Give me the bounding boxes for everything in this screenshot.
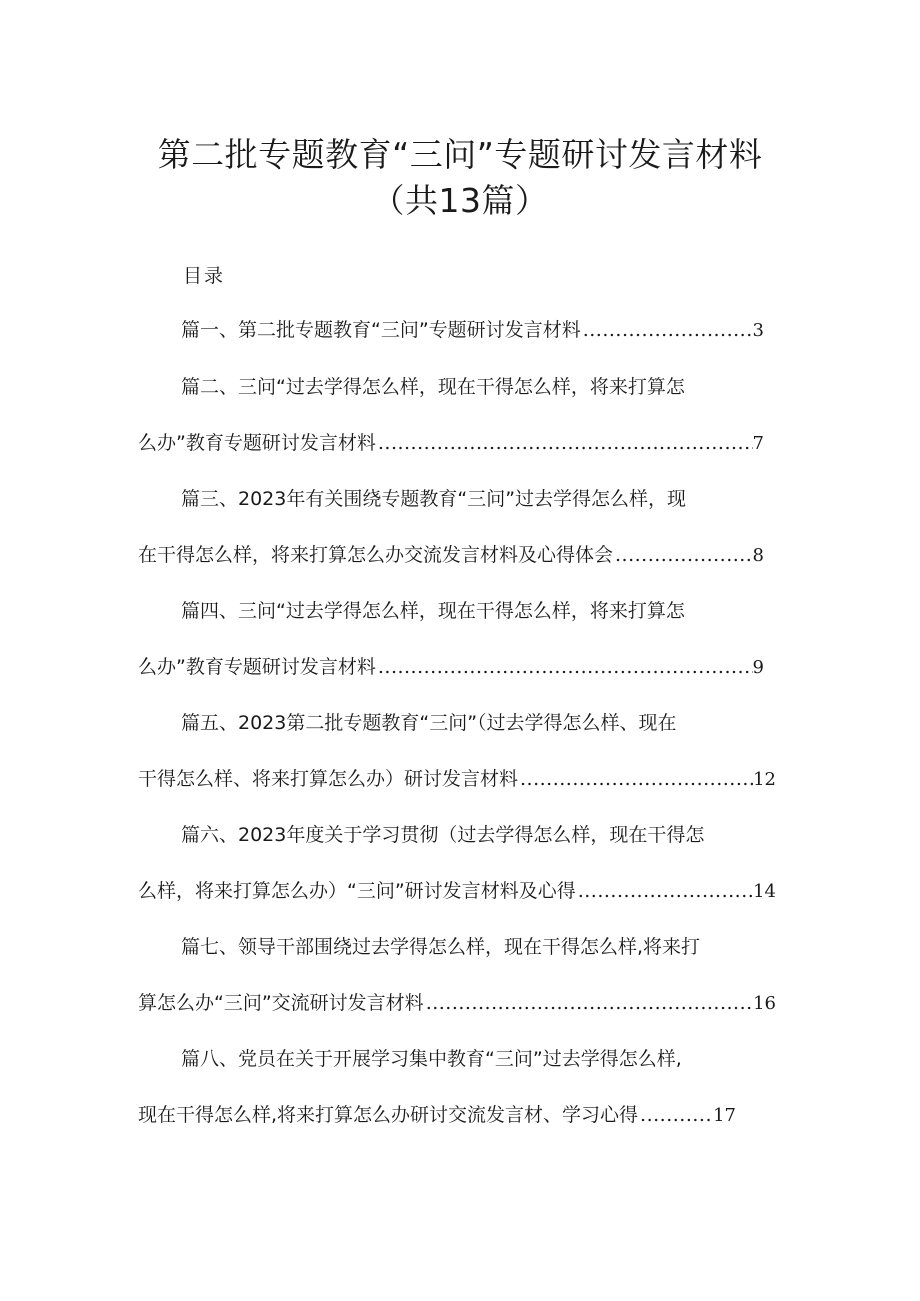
toc-leader-dots — [640, 1102, 713, 1128]
toc-entry-text: 篇四、三问“过去学得怎么样，现在干得怎么样，将来打算怎 — [181, 600, 685, 622]
toc-entry-text: 篇八、党员在关于开展学习集中教育“三问”过去学得怎么样, — [181, 1048, 682, 1070]
toc-entry-text: 篇三、2023年有关围绕专题教育“三问”过去学得怎么样，现 — [181, 488, 687, 510]
toc-leader-dots — [520, 766, 753, 792]
toc-entry-5-line-2[interactable] — [138, 766, 776, 793]
toc-entry-2-line-1[interactable] — [181, 374, 685, 400]
toc-page-number: 3 — [752, 320, 764, 341]
toc-leader-dots — [583, 317, 753, 343]
toc-entry-text: 在干得怎么样，将来打算怎么办交流发言材料及心得体会 — [138, 544, 614, 566]
toc-page-number: 17 — [713, 1105, 736, 1126]
toc-entry-text: 篇二、三问“过去学得怎么样，现在干得怎么样，将来打算怎 — [181, 376, 685, 398]
toc-entry-5-line-1[interactable] — [181, 710, 677, 736]
toc-leader-dots — [426, 990, 753, 1016]
toc-page-number: 7 — [752, 433, 764, 454]
toc-leader-dots — [615, 542, 753, 568]
toc-entry-text: 篇一、第二批专题教育“三问”专题研讨发言材料 — [181, 319, 581, 341]
toc-leader-dots — [378, 654, 753, 680]
toc-entry-3-line-2[interactable] — [138, 542, 764, 569]
toc-entry-2-line-2[interactable] — [138, 430, 764, 457]
toc-entry-7-line-1[interactable] — [181, 934, 700, 960]
toc-entry-text: 现在干得怎么样,将来打算怎么办研讨交流发言材、学习心得 — [138, 1104, 639, 1126]
document-subtitle: （共13篇） — [371, 181, 549, 220]
toc-entry-text: 么办”教育专题研讨发言材料 — [138, 432, 376, 454]
toc-entry-text: 篇六、2023年度关于学习贯彻（过去学得怎么样，现在干得怎 — [181, 824, 705, 846]
toc-entry-4-line-1[interactable] — [181, 598, 685, 624]
toc-entry-text: 么办”教育专题研讨发言材料 — [138, 656, 376, 678]
toc-page-number: 9 — [752, 657, 764, 678]
toc-entry-4-line-2[interactable] — [138, 654, 764, 681]
document-title: 第二批专题教育“三问”专题研讨发言材料 — [157, 135, 763, 174]
toc-entry-6-line-2[interactable] — [138, 878, 776, 905]
toc-page-number: 8 — [752, 545, 764, 566]
toc-entry-8-line-2[interactable] — [138, 1102, 736, 1129]
toc-leader-dots — [378, 430, 753, 456]
toc-leader-dots — [578, 878, 753, 904]
toc-page-number: 12 — [753, 769, 776, 790]
toc-heading: 目录 — [183, 265, 226, 287]
toc-entry-8-line-1[interactable] — [181, 1046, 682, 1072]
toc-page-number: 16 — [753, 993, 776, 1014]
toc-entry-7-line-2[interactable] — [138, 990, 776, 1017]
toc-page-number: 14 — [753, 881, 776, 902]
toc-entry-1[interactable] — [181, 317, 764, 344]
toc-entry-text: 篇七、领导干部围绕过去学得怎么样，现在干得怎么样,将来打 — [181, 936, 701, 958]
toc-entry-text: 算怎么办“三问”交流研讨发言材料 — [138, 992, 424, 1014]
toc-entry-6-line-1[interactable] — [181, 822, 704, 848]
toc-entry-text: 干得怎么样、将来打算怎么办）研讨发言材料 — [138, 768, 519, 790]
toc-entry-text: 篇五、2023第二批专题教育“三问”（过去学得怎么样、现在 — [181, 712, 677, 734]
toc-entry-3-line-1[interactable] — [181, 486, 686, 512]
toc-entry-text: 么样，将来打算怎么办）“三问”研讨发言材料及心得 — [138, 880, 576, 902]
